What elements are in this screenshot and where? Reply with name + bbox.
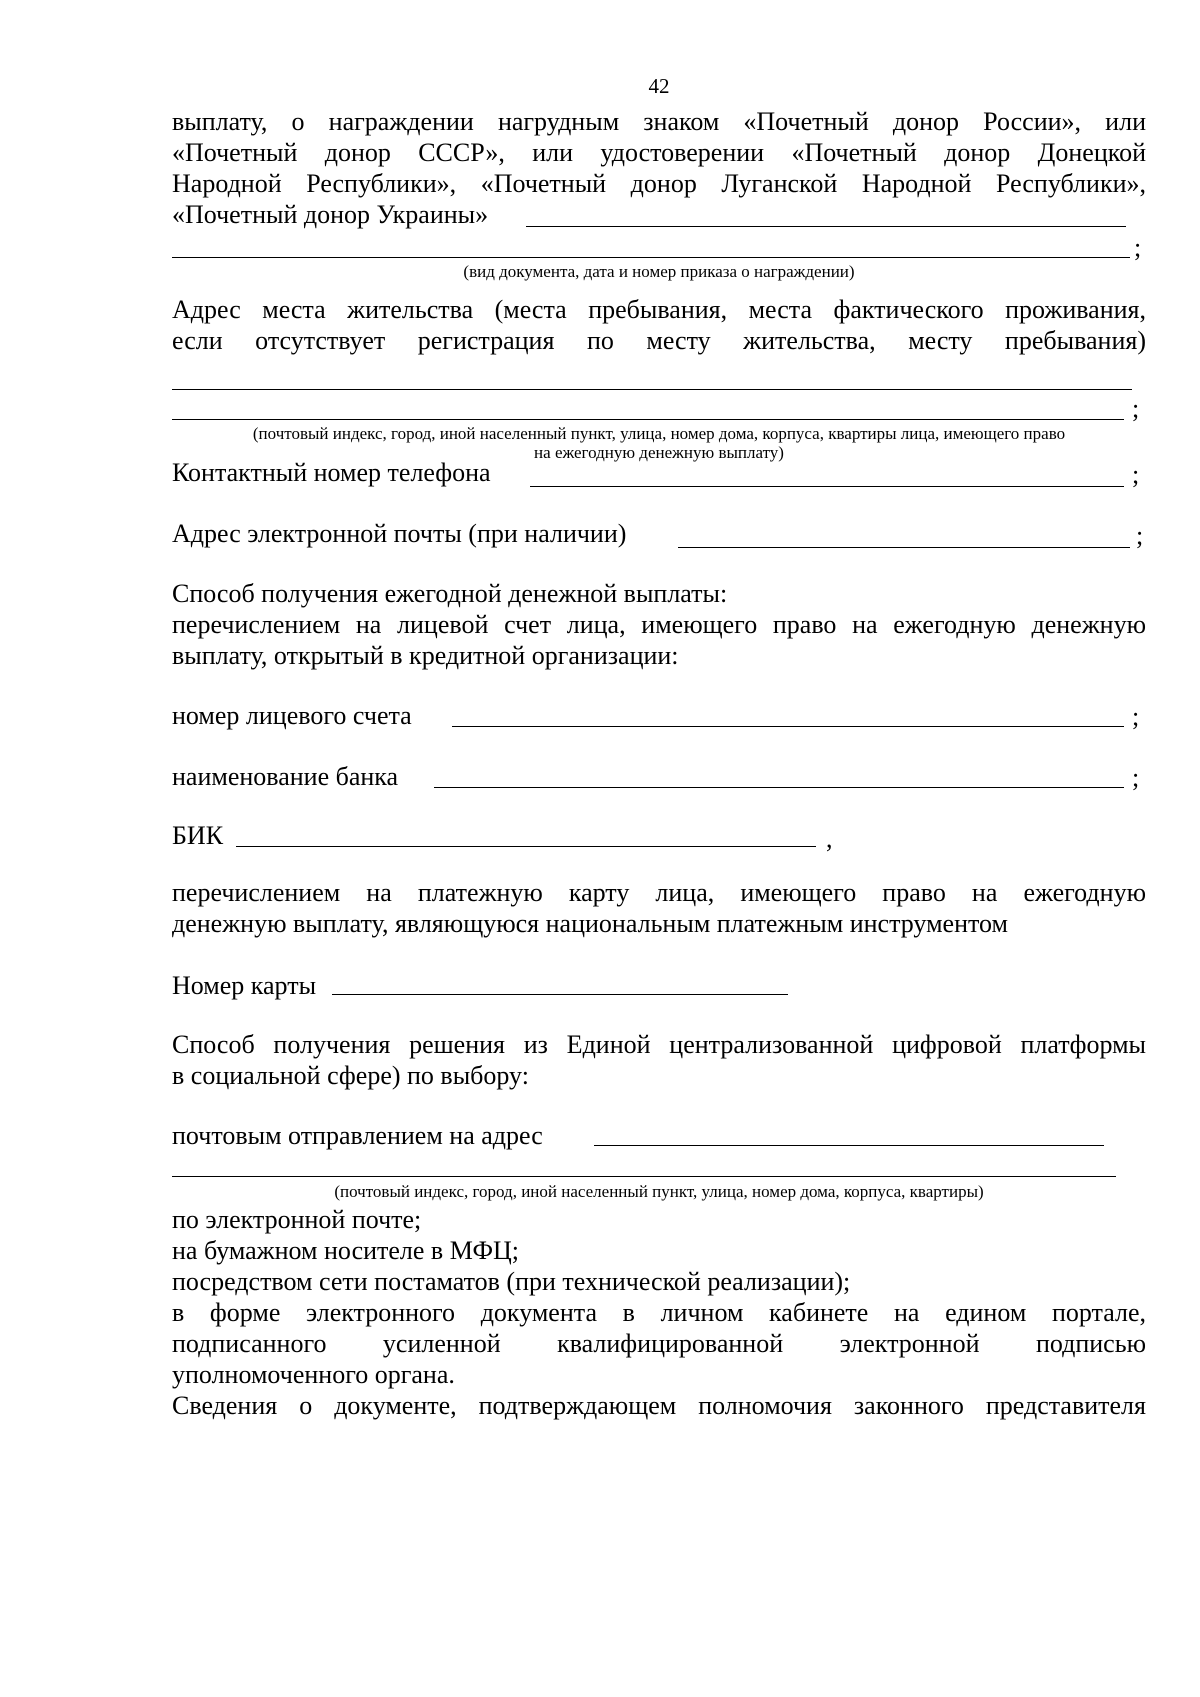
- address-field-line-1[interactable]: [172, 389, 1132, 390]
- award-paragraph-line-1: выплату, о награждении нагрудным знаком «Почетный донор России», или: [172, 107, 1146, 136]
- account-number-field[interactable]: [452, 726, 1124, 727]
- decision-method-line-1: Способ получения решения из Единой централизованной цифровой платформы: [172, 1030, 1146, 1059]
- card-number-field[interactable]: [332, 994, 788, 995]
- caption-mail-address: (почтовый индекс, город, иной населенный пункт, улица, номер дома, корпуса, квартиры): [334, 1182, 984, 1201]
- caption-address-1: (почтовый индекс, город, иной населенный пункт, улица, номер дома, корпуса, квартиры лица, имеющего право: [252, 424, 1066, 443]
- semicolon: ;: [1132, 763, 1140, 792]
- decision-method-line-2: в социальной сфере) по выбору:: [172, 1061, 529, 1090]
- address-line-1: Адрес места жительства (места пребывания, места фактического проживания,: [172, 295, 1146, 324]
- payment-account-line-2: выплату, открытый в кредитной организации:: [172, 641, 679, 670]
- semicolon: ;: [1132, 702, 1140, 731]
- option-postamat: посредством сети постаматов (при технической реализации);: [172, 1267, 851, 1296]
- representative-document-line: Сведения о документе, подтверждающем полномочия законного представителя: [172, 1391, 1146, 1420]
- bank-name-field[interactable]: [434, 787, 1124, 788]
- award-document-field[interactable]: [526, 226, 1126, 227]
- bank-name-label: наименование банка: [172, 762, 399, 791]
- card-number-label: Номер карты: [172, 971, 317, 1000]
- bik-field[interactable]: [236, 846, 816, 847]
- email-label: Адрес электронной почты (при наличии): [172, 519, 627, 548]
- phone-label: Контактный номер телефона: [172, 458, 491, 487]
- caption-award-document: (вид документа, дата и номер приказа о награждении): [463, 262, 855, 281]
- account-number-label: номер лицевого счета: [172, 701, 412, 730]
- award-document-field-line-2[interactable]: [172, 257, 1130, 258]
- page-number: 42: [648, 74, 670, 98]
- option-portal-line-3: уполномоченного органа.: [172, 1360, 455, 1389]
- phone-field[interactable]: [530, 486, 1124, 487]
- address-line-2: если отсутствует регистрация по месту жительства, месту пребывания): [172, 326, 1146, 355]
- semicolon: ;: [1136, 521, 1144, 550]
- semicolon: ;: [1132, 394, 1140, 423]
- comma: ,: [826, 824, 833, 853]
- mail-address-field-line-2[interactable]: [172, 1176, 1116, 1177]
- bik-label: БИК: [172, 821, 224, 850]
- payment-method-title: Способ получения ежегодной денежной выплаты:: [172, 579, 728, 608]
- caption-address-2: на ежегодную денежную выплату): [534, 443, 784, 462]
- award-paragraph-line-3: Народной Республики», «Почетный донор Луганской Народной Республики»,: [172, 169, 1146, 198]
- card-transfer-line-2: денежную выплату, являющуюся национальным платежным инструментом: [172, 909, 1008, 938]
- card-transfer-line-1: перечислением на платежную карту лица, имеющего право на ежегодную: [172, 878, 1146, 907]
- award-paragraph-line-2: «Почетный донор СССР», или удостоверении «Почетный донор Донецкой: [172, 138, 1146, 167]
- semicolon: ;: [1132, 460, 1140, 489]
- payment-account-line-1: перечислением на лицевой счет лица, имеющего право на ежегодную денежную: [172, 610, 1146, 639]
- option-portal-line-2: подписанного усиленной квалифицированной электронной подписью: [172, 1329, 1146, 1358]
- mail-address-field[interactable]: [594, 1145, 1104, 1146]
- option-email: по электронной почте;: [172, 1205, 422, 1234]
- option-portal-line-1: в форме электронного документа в личном кабинете на едином портале,: [172, 1298, 1146, 1327]
- address-field-line-2[interactable]: [172, 419, 1124, 420]
- email-field[interactable]: [678, 547, 1130, 548]
- mail-label: почтовым отправлением на адрес: [172, 1121, 543, 1150]
- award-paragraph-line-4: «Почетный донор Украины»: [172, 200, 489, 229]
- semicolon: ;: [1134, 233, 1142, 262]
- option-paper-mfc: на бумажном носителе в МФЦ;: [172, 1236, 520, 1265]
